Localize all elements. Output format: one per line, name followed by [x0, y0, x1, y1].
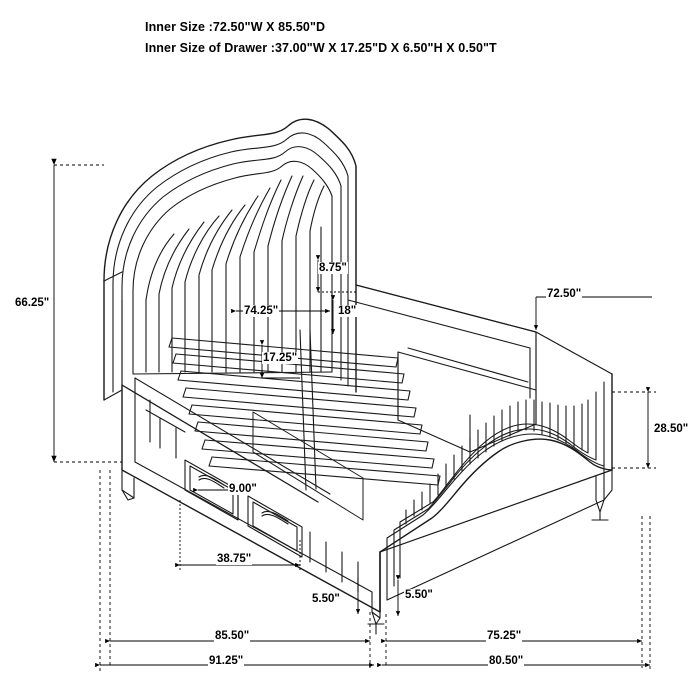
dim-front-length: 75.25": [487, 630, 522, 642]
dim-side-length: 85.50": [215, 630, 250, 642]
dim-slat-depth: 17.25": [263, 352, 298, 364]
inner-drawer-size-text: Inner Size of Drawer :37.00"W X 17.25"D X 6.50"H X 0.50"T: [145, 41, 497, 55]
inner-size-text: Inner Size :72.50"W X 85.50"D: [145, 20, 326, 34]
dim-total-depth: 91.25": [209, 655, 244, 667]
dim-overall-height: 66.25": [15, 297, 50, 309]
dim-slat-gap: 8.75": [319, 262, 347, 274]
dim-clearance-right: 5.50": [405, 589, 433, 601]
dim-drawer-front: 9.00": [229, 483, 257, 495]
dim-drawer-span: 38.75": [217, 553, 252, 565]
dim-footboard-height: 28.50": [654, 423, 689, 435]
dim-clearance-left: 5.50": [312, 593, 340, 605]
dim-deck-width-right: 72.50": [547, 288, 582, 300]
dim-rail-width: 18": [338, 305, 357, 317]
dim-headboard-inner-width: 74.25": [244, 305, 279, 317]
dim-total-width: 80.50": [489, 655, 524, 667]
